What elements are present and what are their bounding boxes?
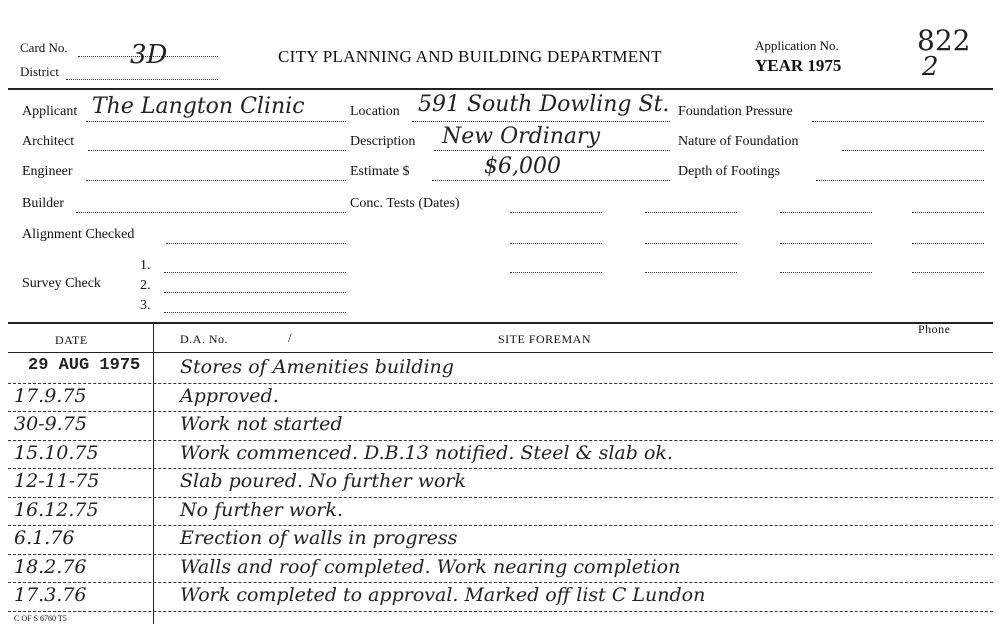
foundation-pressure-label: Foundation Pressure [678, 104, 793, 119]
log-row-divider [8, 554, 993, 555]
log-entry-date: 6.1.76 [14, 527, 75, 549]
estimate-value: $6,000 [484, 154, 561, 179]
log-entry-note: No further work. [180, 498, 344, 521]
location-value: 591 South Dowling St. [418, 92, 670, 117]
phone-column-header: Phone [918, 322, 951, 336]
log-entry-date: 12-11-75 [14, 470, 100, 492]
applicant-label: Applicant [22, 104, 78, 119]
application-no-suffix: 2 [922, 52, 939, 82]
log-entry-note: Approved. [180, 384, 279, 407]
engineer-label: Engineer [22, 164, 73, 179]
year-label: YEAR 1975 [755, 56, 842, 75]
log-entry-note: Work completed to approval. Marked off list C Lundon [180, 584, 706, 606]
location-label: Location [350, 104, 400, 119]
log-entry-date: 17.3.76 [14, 584, 87, 606]
conc-tests-label: Conc. Tests (Dates) [350, 196, 460, 211]
log-row-divider [8, 440, 993, 441]
district-label: District [20, 64, 59, 79]
description-label: Description [350, 134, 416, 149]
architect-label: Architect [22, 134, 75, 149]
log-row-divider [8, 468, 993, 469]
department-title: CITY PLANNING AND BUILDING DEPARTMENT [278, 47, 662, 66]
log-entry-note: Stores of Amenities building [180, 356, 454, 378]
log-entry-date: 30-9.75 [14, 413, 87, 435]
log-entry-note: Walls and roof completed. Work nearing completion [180, 555, 681, 578]
log-row-divider [8, 525, 993, 526]
log-entry-date: 15.10.75 [14, 441, 99, 464]
log-entry-date: 18.2.76 [14, 555, 87, 578]
log-entry-date: 17.9.75 [14, 384, 87, 407]
site-foreman-column-header: SITE FOREMAN [498, 332, 592, 346]
log-entry-note: Slab poured. No further work [180, 470, 467, 492]
application-no-value: 822 [917, 24, 971, 57]
survey-number-1: 1. [140, 258, 151, 273]
date-column-header: DATE [55, 333, 88, 347]
log-entry-note: Erection of walls in progress [180, 527, 458, 549]
log-row-divider [8, 383, 993, 384]
card-no-value: 3D [130, 40, 168, 70]
da-no-column-header: D.A. No. [180, 332, 228, 346]
survey-number-3: 3. [140, 298, 151, 313]
builder-label: Builder [22, 196, 64, 211]
log-row-divider [8, 611, 993, 612]
log-entry-note: Work commenced. D.B.13 notified. Steel & slab ok. [180, 441, 673, 464]
log-entry-note: Work not started [180, 413, 343, 435]
survey-number-2: 2. [140, 278, 151, 293]
applicant-value: The Langton Clinic [92, 94, 305, 119]
estimate-label: Estimate $ [350, 164, 410, 179]
log-entry-date: 16.12.75 [14, 498, 99, 521]
log-entry-date: 29 AUG 1975 [28, 356, 141, 375]
nature-of-foundation-label: Nature of Foundation [678, 134, 799, 149]
card-no-label: Card No. [20, 40, 68, 55]
description-value: New Ordinary [442, 124, 600, 149]
survey-check-label: Survey Check [22, 276, 101, 291]
log-row-divider [8, 582, 993, 583]
depth-of-footings-label: Depth of Footings [678, 164, 780, 179]
log-row-divider [8, 411, 993, 412]
da-no-value: / [288, 330, 292, 345]
application-no-label: Application No. [755, 38, 839, 53]
alignment-checked-label: Alignment Checked [22, 227, 135, 242]
form-code: C OF S 6760 T5 [14, 614, 67, 623]
log-row-divider [8, 497, 993, 498]
